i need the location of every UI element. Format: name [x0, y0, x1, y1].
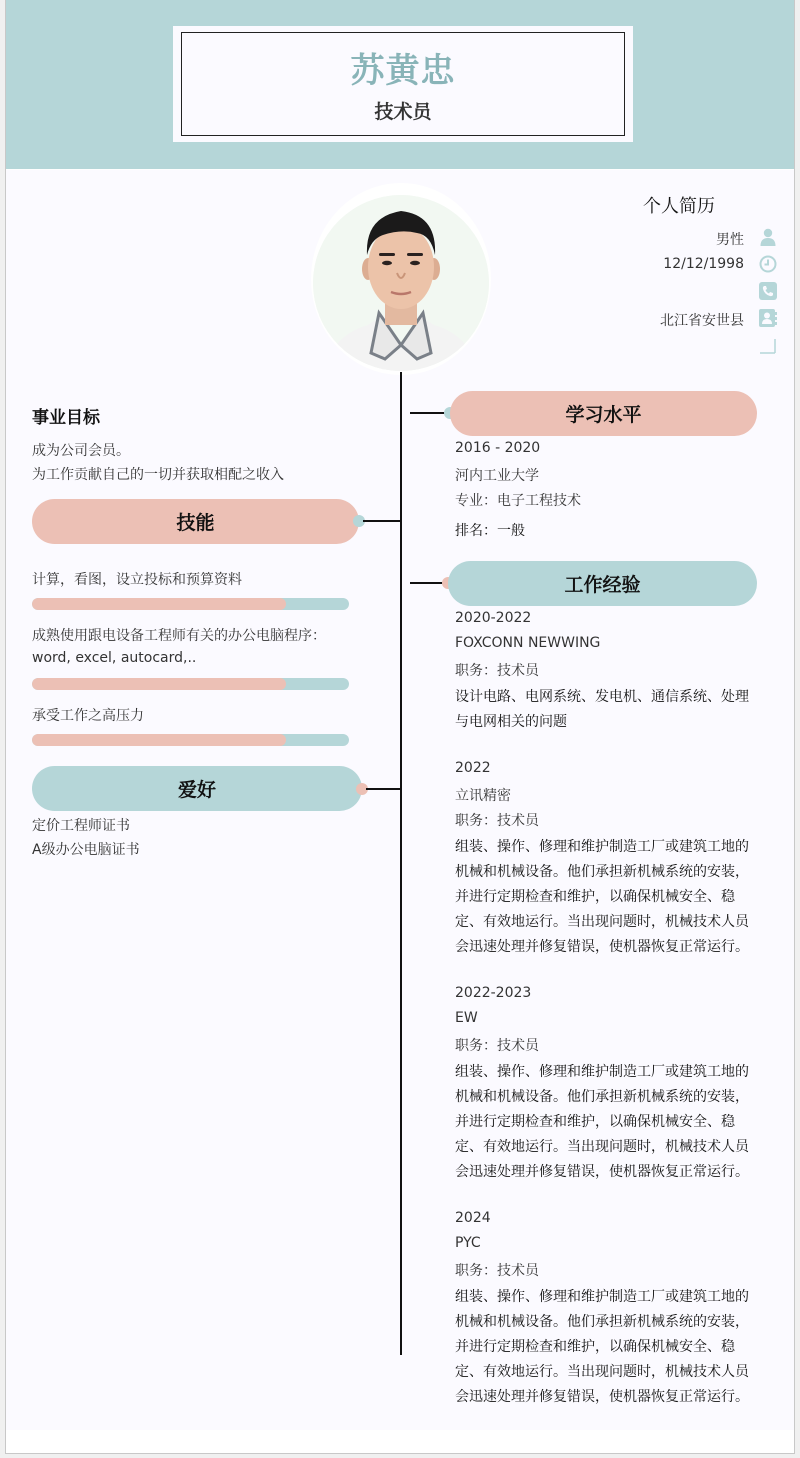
job-description: 组装、操作、修理和维护制造工厂或建筑工地的机械和机械设备。他们承担新机械系统的安装，并进行定期检查和维护，以确保机械安全、稳定、有效地运行。当出现问题时，机械技术人员会迅速处理并修复错误，使机器恢复正常运行。 [455, 1289, 749, 1405]
name-card [173, 26, 633, 142]
timeline-connector [410, 582, 446, 584]
education-rank: 排名：一般 [455, 523, 525, 539]
job-period: 2022 [455, 760, 491, 776]
job-company: EW [455, 1010, 478, 1026]
skills-section-header [32, 499, 359, 544]
candidate-name: 苏黄忠 [350, 51, 456, 91]
skill-label: 成熟使用跟电设备工程师有关的办公电脑程序： [32, 628, 326, 644]
skill-progress-bar [32, 598, 349, 610]
skill-label: 计算，看图，设立投标和预算资料 [32, 572, 242, 588]
job-description: 设计电路、电网系统、发电机、通信系统、处理与电网相关的问题 [455, 689, 749, 730]
skill-progress-fill [32, 598, 286, 610]
user-icon [759, 228, 777, 246]
timeline-connector [410, 412, 448, 414]
job-role: 职务：技术员 [455, 663, 539, 679]
job-company: PYC [455, 1235, 481, 1251]
skill-label-continued: word, excel, autocard,.. [32, 650, 197, 666]
name-card-frame [181, 32, 625, 136]
job-description: 组装、操作、修理和维护制造工厂或建筑工地的机械和机械设备。他们承担新机械系统的安装，并进行定期检查和维护，以确保机械安全、稳定、有效地运行。当出现问题时，机械技术人员会迅速处理并修复错误，使机器恢复正常运行。 [455, 839, 749, 955]
hobbies-section-header [32, 766, 362, 811]
job-description: 组装、操作、修理和维护制造工厂或建筑工地的机械和机械设备。他们承担新机械系统的安装，并进行定期检查和维护，以确保机械安全、稳定、有效地运行。当出现问题时，机械技术人员会迅速处理并修复错误，使机器恢复正常运行。 [455, 1064, 749, 1180]
birthdate-value: 12/12/1998 [663, 256, 744, 272]
career-goal-line: 为工作贡献自己的一切并获取相配之收入 [32, 467, 284, 483]
candidate-job-title: 技术员 [374, 101, 432, 123]
gender-value: 男性 [716, 232, 744, 248]
job-company: 立讯精密 [455, 788, 511, 804]
hobby-item: 定价工程师证书 [32, 818, 130, 834]
timeline-connector [363, 520, 401, 522]
job-role: 职务：技术员 [455, 1038, 539, 1054]
education-school: 河内工业大学 [455, 468, 539, 484]
job-period: 2020-2022 [455, 610, 532, 626]
header-band [6, 0, 794, 169]
skill-progress-fill [32, 734, 286, 746]
education-period: 2016 - 2020 [455, 440, 541, 456]
personal-info-title: 个人简历 [643, 196, 715, 217]
phone-icon[interactable] [759, 282, 777, 300]
skill-progress-bar [32, 734, 349, 746]
job-company: FOXCONN NEWWING [455, 635, 601, 651]
skill-progress-fill [32, 678, 286, 690]
education-heading: 学习水平 [565, 404, 642, 426]
education-major: 专业：电子工程技术 [455, 493, 581, 509]
career-goal-heading: 事业目标 [32, 408, 100, 428]
hobbies-heading: 爱好 [177, 779, 216, 801]
email-icon[interactable] [759, 336, 777, 354]
education-section-header [450, 391, 757, 436]
experience-heading: 工作经验 [564, 574, 641, 596]
job-period: 2024 [455, 1210, 491, 1226]
career-goal-line: 成为公司会员。 [32, 443, 130, 459]
avatar [313, 195, 489, 371]
skill-label: 承受工作之高压力 [32, 708, 144, 724]
hobby-item: A级办公电脑证书 [32, 842, 140, 858]
clock-icon [759, 255, 777, 273]
job-role: 职务：技术员 [455, 1263, 539, 1279]
job-role: 职务：技术员 [455, 813, 539, 829]
address-value: 北江省安世县 [660, 313, 744, 329]
skills-heading: 技能 [176, 512, 215, 534]
skill-progress-bar [32, 678, 349, 690]
portrait-icon [313, 195, 489, 371]
experience-section-header [448, 561, 757, 606]
timeline-connector [366, 788, 401, 790]
address-book-icon [759, 309, 777, 327]
job-period: 2022-2023 [455, 985, 532, 1001]
resume-page [5, 0, 795, 1454]
